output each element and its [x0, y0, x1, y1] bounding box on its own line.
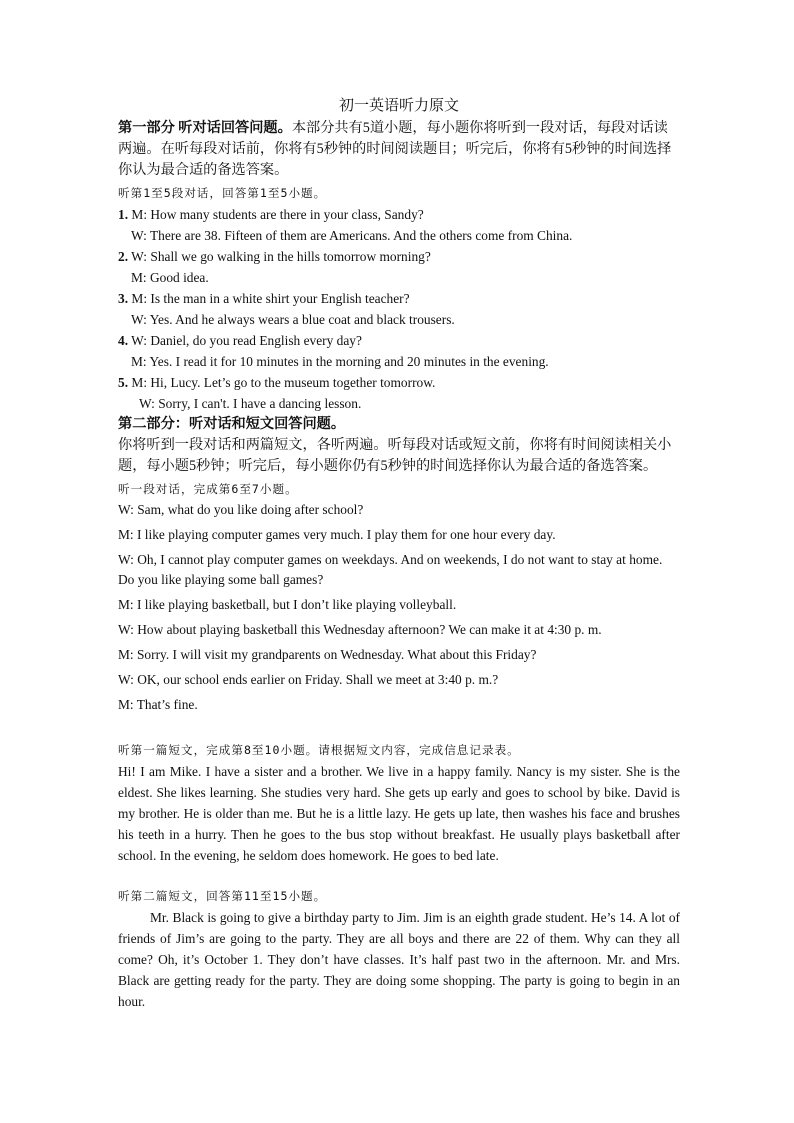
answer-line: M: Good idea.: [131, 270, 209, 285]
dialogue-line: W: How about playing basketball this Wednesday afternoon? We can make it at 4:30 p. m.: [118, 622, 602, 637]
dialogue-line: M: I like playing computer games very much. I play them for one hour every day.: [118, 527, 556, 542]
question-number: 4.: [118, 333, 129, 348]
passage2-note: 听第二篇短文，回答第11至15小题。: [118, 889, 327, 903]
question-4: [118, 330, 680, 372]
question-number: 5.: [118, 375, 129, 390]
part1-heading: 第一部分 听对话回答问题。: [118, 120, 292, 136]
page-title: 初一英语听力原文: [338, 98, 459, 114]
passage1-text: Hi! I am Mike. I have a sister and a brother. We live in a happy family. Nancy is my sister. She is the eldest. She likes learning. She studies very hard. She gets up early and goes to school by bike. David is my brother. He is older than me. But he is a little lazy. He gets up late, then washes his face and brushes his teeth in a hurry. Then he goes to the bus stop without breakfast. He usually plays basketball after school. In the evening, he seldom does homework. He goes to bed late.: [118, 764, 680, 863]
question-number: 3.: [118, 291, 129, 306]
dialogue-line: W: Oh, I cannot play computer games on weekdays. And on weekends, I do not want to stay at home. Do you like playing some ball games?: [118, 552, 663, 587]
dialogue-line: M: Sorry. I will visit my grandparents on Wednesday. What about this Friday?: [118, 647, 537, 662]
question-2: [118, 246, 680, 288]
document-page: [118, 96, 680, 1012]
dialogue-line: W: Sam, what do you like doing after school?: [118, 502, 364, 517]
question-1: [118, 204, 680, 246]
question-number: 1.: [118, 207, 129, 222]
answer-line: W: Yes. And he always wears a blue coat and black trousers.: [131, 312, 455, 327]
part2-heading: 第二部分：听对话和短文回答问题。: [118, 416, 346, 432]
passage2-text: Mr. Black is going to give a birthday party to Jim. Jim is an eighth grade student. He’s 14. A lot of friends of Jim’s are going to the party. They are all boys and there are 22 of them. Why can they all come? Oh, it’s October 1. They don’t have classes. It’s half past two in the afternoon. Mr. and Mrs. Black are getting ready for the party. They are doing some shopping. The party is going to begin in an hour.: [118, 910, 680, 1009]
part1-intro: 本部分共有5道小题，每小题你将听到一段对话，每段对话读两遍。在听每段对话前，你将有5秒钟的时间阅读题目；听完后，你将有5秒钟的时间选择你认为最合适的备选答案。: [118, 120, 672, 178]
question-line: W: Daniel, do you read English every day?: [131, 333, 362, 348]
dialogue-line: M: I like playing basketball, but I don’t like playing volleyball.: [118, 597, 457, 612]
part1-note: 听第1至5段对话，回答第1至5小题。: [118, 186, 327, 200]
passage1-note: 听第一篇短文，完成第8至10小题。请根据短文内容，完成信息记录表。: [118, 743, 520, 757]
question-line: M: How many students are there in your class, Sandy?: [131, 207, 424, 222]
part2-note: 听一段对话，完成第6至7小题。: [118, 482, 298, 496]
part1-instructions: [118, 118, 680, 181]
dialogue-line: M: That’s fine.: [118, 697, 198, 712]
dialogue: [118, 500, 680, 715]
answer-line: M: Yes. I read it for 10 minutes in the morning and 20 minutes in the evening.: [131, 354, 549, 369]
question-3: [118, 288, 680, 330]
answer-line: W: Sorry, I can't. I have a dancing lesson.: [139, 396, 362, 411]
answer-line: W: There are 38. Fifteen of them are Americans. And the others come from China.: [131, 228, 573, 243]
question-line: M: Hi, Lucy. Let’s go to the museum together tomorrow.: [131, 375, 436, 390]
part2-intro: 你将听到一段对话和两篇短文，各听两遍。听每段对话或短文前，你将有时间阅读相关小题，每小题5秒钟；听完后，每小题你仍有5秒钟的时间选择你认为最合适的备选答案。: [118, 437, 672, 474]
question-5: [118, 372, 680, 414]
question-number: 2.: [118, 249, 129, 264]
dialogue-line: W: OK, our school ends earlier on Friday. Shall we meet at 3:40 p. m.?: [118, 672, 499, 687]
question-line: M: Is the man in a white shirt your English teacher?: [131, 291, 410, 306]
question-line: W: Shall we go walking in the hills tomorrow morning?: [131, 249, 431, 264]
